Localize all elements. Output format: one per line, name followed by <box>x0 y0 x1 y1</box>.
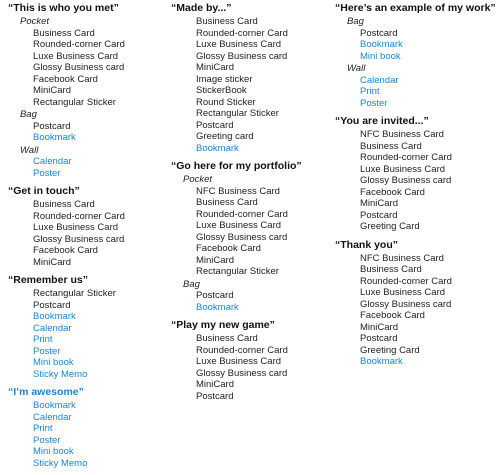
product-link[interactable]: Mini book <box>360 50 401 62</box>
product-link[interactable]: Calendar <box>33 411 72 423</box>
product-item: Glossy Business card <box>33 233 125 245</box>
product-item: Glossy Business card <box>196 231 288 243</box>
product-item: Business Card <box>196 16 258 27</box>
product-link[interactable]: Mini book <box>33 446 74 457</box>
group-label: Wall <box>20 144 39 156</box>
product-list <box>8 28 168 109</box>
product-link[interactable]: Bookmark <box>33 132 76 143</box>
product-item: Rounded-corner Card <box>196 208 288 220</box>
product-link[interactable]: Bookmark <box>360 39 403 50</box>
product-item: Facebook Card <box>33 73 98 85</box>
product-item: Business Card <box>196 197 258 208</box>
product-item: Image sticker <box>196 73 253 85</box>
section-heading: “Get in touch” <box>8 185 80 197</box>
product-item: Business Card <box>33 27 95 39</box>
product-item: Rectangular Sticker <box>33 288 116 299</box>
section-heading: “Made by...” <box>171 2 232 14</box>
product-item: Postcard <box>196 119 234 131</box>
product-link[interactable]: Mini book <box>33 357 74 368</box>
product-item: Postcard <box>33 120 71 132</box>
product-item: Luxe Business Card <box>196 39 282 50</box>
product-link[interactable]: Sticky Memo <box>33 457 88 469</box>
product-item: Postcard <box>196 290 234 301</box>
product-link[interactable]: Calendar <box>33 156 72 167</box>
product-item: Glossy Business card <box>360 175 452 186</box>
section <box>8 2 168 179</box>
column-3 <box>335 2 495 374</box>
section-heading[interactable]: “I’m awesome” <box>8 386 84 398</box>
product-link[interactable]: Sticky Memo <box>33 368 88 380</box>
product-list <box>335 253 495 368</box>
group-label: Bag <box>20 109 37 120</box>
product-list <box>335 28 495 63</box>
product-item: Glossy Business card <box>196 50 288 62</box>
product-link[interactable]: Bookmark <box>196 142 239 154</box>
product-list <box>171 16 331 154</box>
product-link[interactable]: Bookmark <box>196 301 239 313</box>
section <box>8 386 168 469</box>
section-heading: “Play my new game” <box>171 319 275 331</box>
product-item: Facebook Card <box>360 186 425 198</box>
product-item: Facebook Card <box>33 245 98 256</box>
product-item: Greeting Card <box>360 221 420 232</box>
product-link[interactable]: Poster <box>33 434 61 446</box>
section <box>8 185 168 268</box>
product-item: MiniCard <box>33 85 72 96</box>
product-link[interactable]: Print <box>33 423 53 434</box>
section <box>8 274 168 380</box>
product-item: Rounded-corner Card <box>33 210 125 222</box>
section-heading: “Here’s an example of my work” <box>335 2 496 14</box>
product-item: MiniCard <box>196 62 235 73</box>
column-2 <box>171 2 331 408</box>
product-list <box>335 129 495 233</box>
product-item: Business Card <box>360 264 422 275</box>
product-item: Postcard <box>360 209 398 221</box>
product-link[interactable]: Poster <box>33 345 61 357</box>
product-item: Rectangular Sticker <box>33 96 116 108</box>
product-list <box>171 290 331 313</box>
product-item: MiniCard <box>196 379 235 390</box>
product-item: Glossy Business card <box>33 62 125 73</box>
product-item: Rounded-corner Card <box>196 27 288 39</box>
product-link[interactable]: Bookmark <box>33 311 76 322</box>
product-item: Rounded-corner Card <box>196 344 288 356</box>
group-label: Wall <box>347 63 366 74</box>
product-list <box>335 75 495 110</box>
product-item: MiniCard <box>360 198 399 209</box>
section-heading: “Go here for my portfolio” <box>171 160 302 172</box>
section-heading: “Thank you” <box>335 238 399 251</box>
section <box>335 115 495 233</box>
section-heading: “This is who you met” <box>8 2 119 14</box>
product-item: Luxe Business Card <box>196 356 282 367</box>
product-item: MiniCard <box>360 321 399 333</box>
section <box>171 2 331 154</box>
product-list <box>8 400 168 469</box>
product-link[interactable]: Print <box>33 334 53 345</box>
product-item: Business Card <box>196 333 258 344</box>
product-list <box>8 288 168 380</box>
product-item: Luxe Business Card <box>360 287 446 298</box>
section-heading: “You are invited...” <box>335 115 429 127</box>
product-list <box>171 186 331 278</box>
group-label: Pocket <box>183 174 213 185</box>
product-link[interactable]: Calendar <box>360 74 399 86</box>
product-item: Glossy Business card <box>196 367 288 379</box>
product-list <box>8 199 168 268</box>
product-item: Rectangular Sticker <box>196 108 279 119</box>
product-item: Greeting Card <box>360 344 420 356</box>
product-link[interactable]: Bookmark <box>360 356 403 367</box>
product-item: Postcard <box>33 299 71 311</box>
product-item: StickerBook <box>196 85 247 96</box>
product-link[interactable]: Poster <box>33 167 61 179</box>
product-link[interactable]: Print <box>360 86 380 97</box>
section <box>171 319 331 402</box>
product-item: Luxe Business Card <box>196 220 282 231</box>
product-list <box>8 121 168 144</box>
product-item: Luxe Business Card <box>360 163 446 175</box>
group-label: Bag <box>347 16 364 27</box>
section-heading: “Remember us” <box>8 274 88 286</box>
product-item: Glossy Business card <box>360 298 452 310</box>
section <box>335 239 495 368</box>
product-item: Facebook Card <box>196 243 261 254</box>
product-item: Postcard <box>196 390 234 402</box>
product-item: Greeting card <box>196 131 254 142</box>
product-link[interactable]: Bookmark <box>33 400 76 411</box>
product-item: MiniCard <box>33 256 72 268</box>
column-1 <box>8 2 168 475</box>
product-item: Postcard <box>360 27 398 39</box>
product-list <box>8 156 168 179</box>
product-item: NFC Business Card <box>360 129 444 140</box>
product-link[interactable]: Calendar <box>33 322 72 334</box>
product-item: Luxe Business Card <box>33 50 119 62</box>
section <box>335 2 495 109</box>
product-list <box>171 333 331 402</box>
product-item: MiniCard <box>196 254 235 266</box>
group-label: Bag <box>183 278 200 290</box>
product-item: NFC Business Card <box>196 185 280 197</box>
product-item: Rectangular Sticker <box>196 266 279 277</box>
product-item: Postcard <box>360 333 398 344</box>
group-label: Pocket <box>20 16 50 27</box>
product-item: Rounded-corner Card <box>33 39 125 50</box>
product-item: NFC Business Card <box>360 252 444 264</box>
product-item: Business Card <box>33 199 95 210</box>
product-item: Luxe Business Card <box>33 222 119 233</box>
product-link[interactable]: Poster <box>360 97 388 109</box>
product-item: Facebook Card <box>360 310 425 321</box>
product-item: Business Card <box>360 140 422 152</box>
product-item: Rounded-corner Card <box>360 152 452 163</box>
product-item: Rounded-corner Card <box>360 275 452 287</box>
product-item: Round Sticker <box>196 96 256 108</box>
section <box>171 160 331 313</box>
